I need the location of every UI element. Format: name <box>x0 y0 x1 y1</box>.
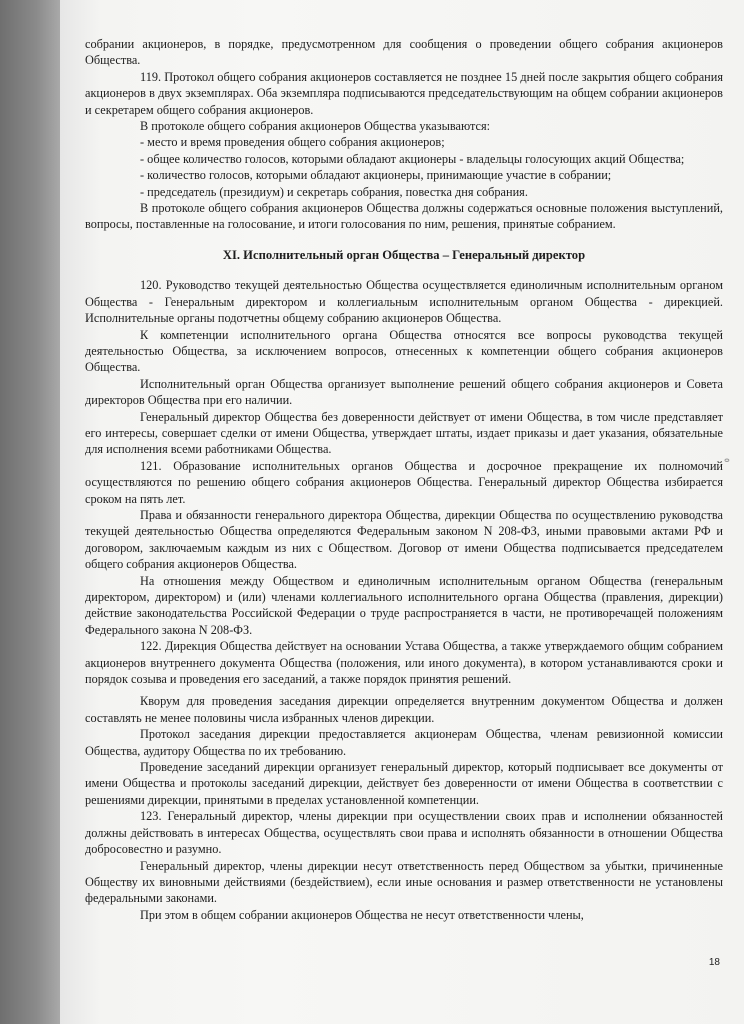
paragraph: 123. Генеральный директор, члены дирекции при осуществлении своих прав и исполнении обязанностей должны действовать в интересах Общества, осуществлять свои права и исполнять обязанности в отношении Общества добросовестно и разумно. <box>85 809 723 857</box>
paragraph: Кворум для проведения заседания дирекции определяется внутренним документом Общества и должен составлять не менее половины числа избранных членов дирекции. <box>85 694 723 725</box>
scan-edge-shadow <box>0 0 60 1024</box>
paragraph: 119. Протокол общего собрания акционеров составляется не позднее 15 дней после закрытия общего собрания акционеров в двух экземплярах. Оба экземпляра подписываются председательствующим на общем собрании акционеров и секретарем общего собрания акционеров. <box>85 69 723 117</box>
list-item: - место и время проведения общего собрания акционеров; <box>140 135 445 150</box>
section-heading: XI. Исполнительный орган Общества – Генеральный директор <box>222 247 586 262</box>
document-body <box>85 36 723 923</box>
paragraph: Права и обязанности генерального директора Общества, дирекции Общества по осуществлению руководства текущей деятельностью Общества определяются Федеральным законом N 208-ФЗ, иными правовыми актами РФ и договором, заключаемым каждым из них с Обществом. Договор от имени Общества подписывается председателем общего собрания акционеров Общества. <box>85 507 723 572</box>
paragraph: собрании акционеров, в порядке, предусмотренном для сообщения о проведении общего собрания акционеров Общества. <box>85 37 723 68</box>
page-number: 18 <box>708 957 720 968</box>
paragraph: Исполнительный орган Общества организует выполнение решений общего собрания акционеров и Совета директоров Общества при его наличии. <box>85 376 723 408</box>
paragraph: В протоколе общего собрания акционеров Общества должны содержаться основные положения выступлений, вопросы, поставленные на голосование, и итоги голосования по ним, решения, принятые собранием. <box>85 201 723 232</box>
paragraph: К компетенции исполнительного органа Общества относятся все вопросы руководства текущей деятельностью Общества, за исключением вопросов, отнесенных к компетенции общего собрания акционеров Общества. <box>85 327 723 375</box>
paragraph: Проведение заседаний дирекции организует генеральный директор, который подписывает все документы от имени Общества и протоколы заседаний дирекции, действует без доверенности от имени Общества в соответствии с решениями дирекции, принятыми в пределах установленной компетенции. <box>85 760 723 807</box>
paragraph: В протоколе общего собрания акционеров Общества указываются: <box>140 119 491 134</box>
list-item: - общее количество голосов, которыми обладают акционеры - владельцы голосующих акций Общества; <box>140 151 685 166</box>
paragraph: 120. Руководство текущей деятельностью Общества осуществляется единоличным исполнительным органом Общества - Генеральным директором и коллегиальным исполнительным органом Общества - дирекцией. Исполнительные органы подотчетны общему собранию акционеров Общества. <box>85 278 723 326</box>
paragraph: 122. Дирекция Общества действует на основании Устава Общества, а также утверждаемого общим собранием акционеров внутреннего документа Общества (положения, или иного документа), в котором устанавливаются сроки и порядок созыва и проведения его заседаний, а также порядок принятия решений. <box>85 639 723 687</box>
paragraph: Генеральный директор Общества без доверенности действует от имени Общества, в том числе представляет его интересы, совершает сделки от имени Общества, утверждает штаты, издает приказы и дает указания, обязательные для исполнения всеми работниками Общества. <box>85 409 723 457</box>
paragraph: При этом в общем собрании акционеров Общества не несут ответственности члены, <box>140 907 584 922</box>
paragraph: На отношения между Обществом и единоличным исполнительным органом Общества (генеральным директором, директором) и (или) членами коллегиального исполнительного органа Общества (правления, дирекции) действие законодательства Российской Федерации о труде распространяется в части, не противоречащей положениям Федерального закона N 208-ФЗ. <box>85 573 723 637</box>
list-item: - председатель (президиум) и секретарь собрания, повестка дня собрания. <box>140 184 528 199</box>
paragraph: Протокол заседания дирекции предоставляется акционерам Общества, членам ревизионной комиссии Общества, аудитору Общества по их требованию. <box>85 727 723 758</box>
document-page <box>60 0 744 1024</box>
list-item: - количество голосов, которыми обладают акционеры, принимающие участие в собрании; <box>140 168 612 183</box>
paragraph: Генеральный директор, члены дирекции несут ответственность перед Обществом за убытки, причиненные Обществу их виновными действиями (бездействием), если иные основания и размер ответственности не установлены федеральными законами. <box>85 858 723 906</box>
paragraph: 121. Образование исполнительных органов Общества и досрочное прекращение их полномочий осуществляются по решению общего собрания акционеров Общества. Генеральный директор Общества избирается сроком на пять лет. <box>85 458 723 506</box>
scan-artifact: ⴰ <box>724 454 730 464</box>
